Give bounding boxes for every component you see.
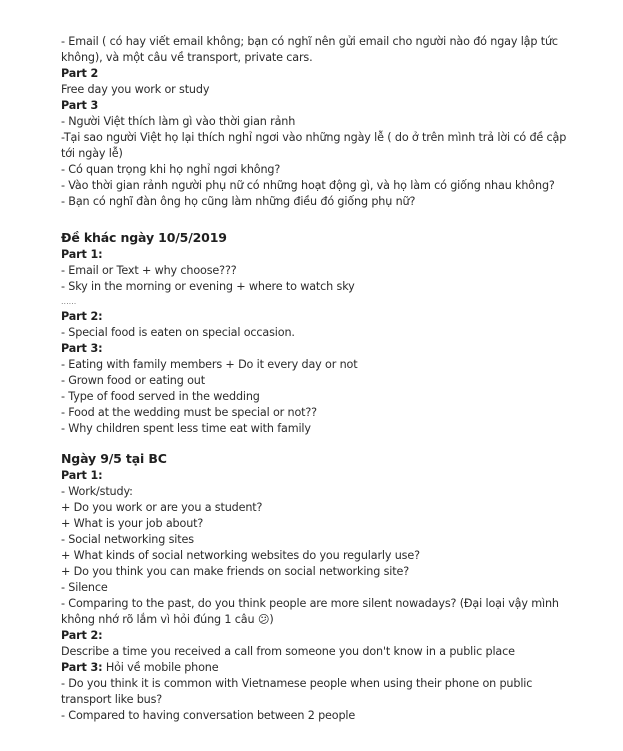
- list-item: - Bạn có nghĩ đàn ông họ cũng làm những điều đó giống phụ nữ?: [61, 195, 416, 208]
- part-2-label: Part 2:: [61, 310, 103, 323]
- spacer: [61, 210, 581, 229]
- part-3-topic: Hỏi về mobile phone: [102, 661, 219, 674]
- part-2-label: Part 2:: [61, 629, 103, 642]
- section-2: [61, 229, 581, 437]
- section-heading: Đề khác ngày 10/5/2019: [61, 230, 227, 245]
- list-item: - Food at the wedding must be special or not??: [61, 406, 317, 419]
- section-1: [61, 34, 581, 210]
- section-heading: Ngày 9/5 tại BC: [61, 451, 167, 466]
- list-item: + What kinds of social networking websites do you regularly use?: [61, 549, 420, 562]
- list-item: - Work/study:: [61, 485, 133, 498]
- list-item: - Social networking sites: [61, 533, 194, 546]
- part-3-label: Part 3:: [61, 342, 103, 355]
- list-item: + What is your job about?: [61, 517, 204, 530]
- part-3-line: [61, 660, 581, 676]
- list-item: - Type of food served in the wedding: [61, 390, 260, 403]
- section-3: [61, 450, 581, 724]
- spacer: [61, 437, 581, 450]
- document-body: [61, 34, 581, 724]
- part-3-label: Part 3: [61, 99, 99, 112]
- list-item: - Vào thời gian rảnh người phụ nữ có những hoạt động gì, và họ làm có giống nhau không?: [61, 179, 555, 192]
- part-1-label: Part 1:: [61, 469, 103, 482]
- part-2-text: Describe a time you received a call from someone you don't know in a public place: [61, 645, 515, 658]
- part-2-label: Part 2: [61, 67, 99, 80]
- list-item: - Sky in the morning or evening + where to watch sky: [61, 280, 355, 293]
- email-question: - Email ( có hay viết email không; bạn có nghĩ nên gửi email cho người nào đó ngay lập tức không), và một câu về transport, private cars.: [61, 35, 558, 64]
- list-item: - Người Việt thích làm gì vào thời gian rảnh: [61, 115, 296, 128]
- list-item: + Do you work or are you a student?: [61, 501, 263, 514]
- part-2-text: Free day you work or study: [61, 83, 210, 96]
- list-item: - Grown food or eating out: [61, 374, 205, 387]
- list-item: - Compared to having conversation between 2 people: [61, 709, 356, 722]
- list-item: -Tại sao người Việt họ lại thích nghỉ ngơi vào những ngày lễ ( do ở trên mình trả lời có đề cập tới ngày lễ): [61, 131, 567, 160]
- list-item: - Special food is eaten on special occasion.: [61, 326, 295, 339]
- list-item: - Why children spent less time eat with family: [61, 422, 311, 435]
- list-item: - Comparing to the past, do you think people are more silent nowadays? (Đại loại vậy mình không nhớ rõ lắm vì hỏi đúng 1 câu 😕): [61, 597, 559, 626]
- ellipsis: ......: [61, 297, 77, 306]
- list-item: - Có quan trọng khi họ nghỉ ngơi không?: [61, 163, 281, 176]
- part-1-label: Part 1:: [61, 248, 103, 261]
- list-item: - Silence: [61, 581, 108, 594]
- part-3-label: Part 3:: [61, 661, 103, 674]
- list-item: - Eating with family members + Do it every day or not: [61, 358, 358, 371]
- list-item: - Do you think it is common with Vietnamese people when using their phone on public transport like bus?: [61, 677, 533, 706]
- list-item: - Email or Text + why choose???: [61, 264, 237, 277]
- list-item: + Do you think you can make friends on social networking site?: [61, 565, 409, 578]
